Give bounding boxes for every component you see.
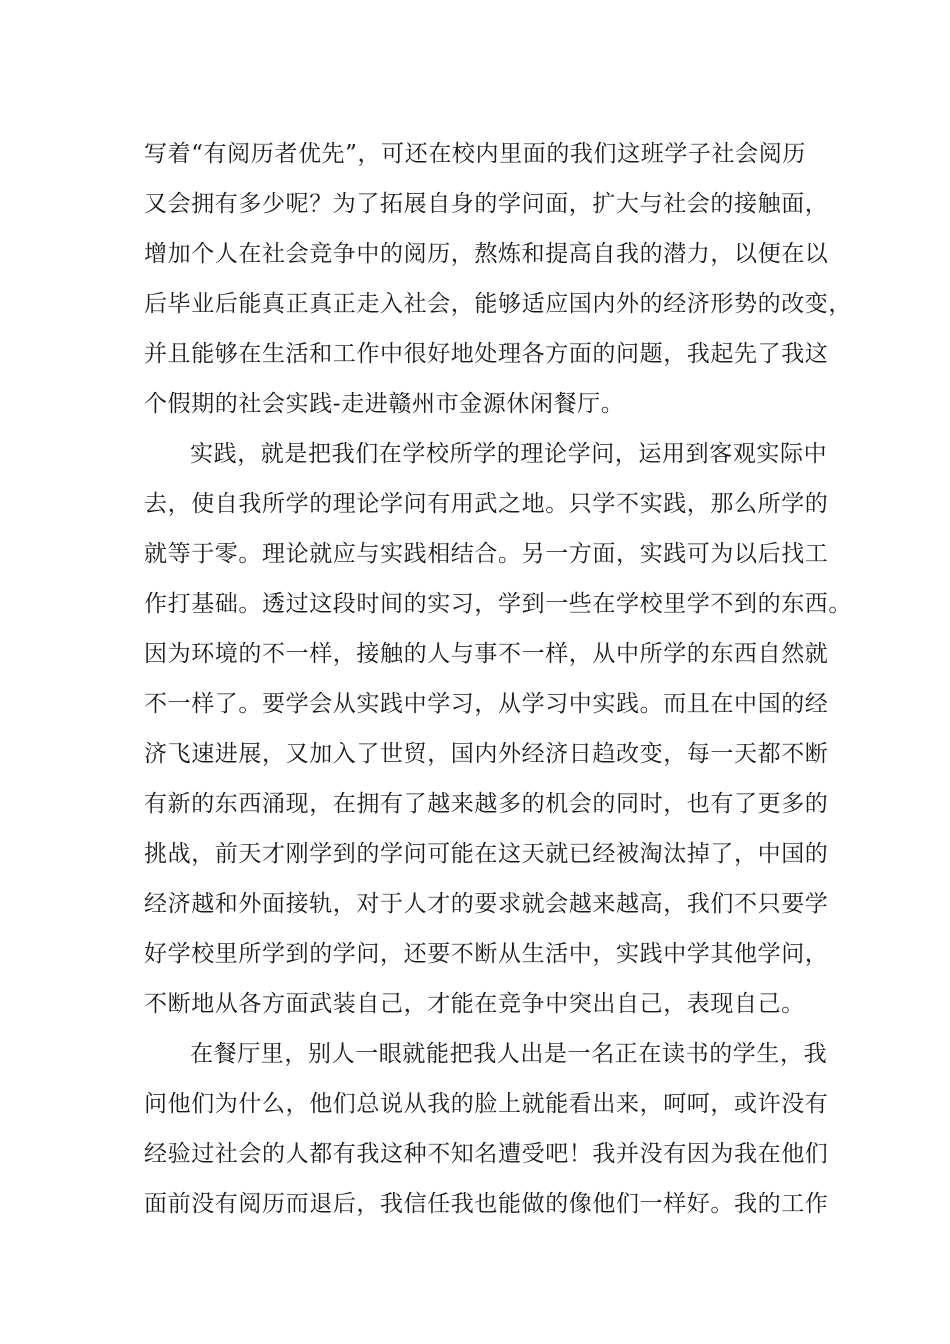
text-line: 作打基础。透过这段时间的实习，学到一些在学校里学不到的东西。 — [144, 591, 852, 617]
text-line: 因为环境的不一样，接触的人与事不一样，从中所学的东西自然就 — [144, 641, 829, 667]
paragraph-3 — [144, 1029, 844, 1229]
text-line: 又会拥有多少呢？为了拓展自身的学问面，扩大与社会的接触面， — [144, 191, 829, 217]
paragraph-1 — [144, 129, 852, 429]
text-line: 去，使自我所学的理论学问有用武之地。只学不实践，那么所学的 — [144, 491, 829, 517]
paragraph-2 — [144, 429, 852, 1029]
body-text — [144, 129, 852, 1229]
text-line: 经济越和外面接轨，对于人才的要求就会越来越高，我们不只要学 — [144, 891, 829, 917]
text-line: 好学校里所学到的学问，还要不断从生活中，实践中学其他学问， — [144, 941, 829, 967]
text-line: 不一样了。要学会从实践中学习，从学习中实践。而且在中国的经 — [144, 691, 829, 717]
text-line: 不断地从各方面武装自己，才能在竞争中突出自己，表现自己。 — [144, 991, 805, 1017]
text-line: 就等于零。理论就应与实践相结合。另一方面，实践可为以后找工 — [144, 541, 829, 567]
text-line: 问他们为什么，他们总说从我的脸上就能看出来，呵呵，或许没有 — [144, 1091, 829, 1117]
text-line: 并且能够在生活和工作中很好地处理各方面的问题，我起先了我这 — [144, 341, 829, 367]
text-line: 面前没有阅历而退后，我信任我也能做的像他们一样好。我的工作 — [144, 1191, 829, 1217]
text-line: 个假期的社会实践-走进赣州市金源休闲餐厅。 — [144, 391, 625, 417]
text-line: 经验过社会的人都有我这种不知名遭受吧！我并没有因为我在他们 — [144, 1141, 829, 1167]
text-line: 济飞速进展，又加入了世贸，国内外经济日趋改变，每一天都不断 — [144, 741, 829, 767]
text-line: 挑战，前天才刚学到的学问可能在这天就已经被淘汰掉了，中国的 — [144, 841, 829, 867]
text-line: 实践，就是把我们在学校所学的理论学问，运用到客观实际中 — [190, 441, 828, 467]
text-line: 后毕业后能真正真正走入社会，能够适应国内外的经济形势的改变， — [144, 291, 852, 317]
text-line: 有新的东西涌现，在拥有了越来越多的机会的同时，也有了更多的 — [144, 791, 829, 817]
text-line: 在餐厅里，别人一眼就能把我人出是一名正在读书的学生，我 — [190, 1041, 828, 1067]
text-line: 增加个人在社会竞争中的阅历，熬炼和提高自我的潜力，以便在以 — [144, 241, 829, 267]
text-line: 写着“有阅历者优先”，可还在校内里面的我们这班学子社会阅历 — [144, 141, 806, 167]
